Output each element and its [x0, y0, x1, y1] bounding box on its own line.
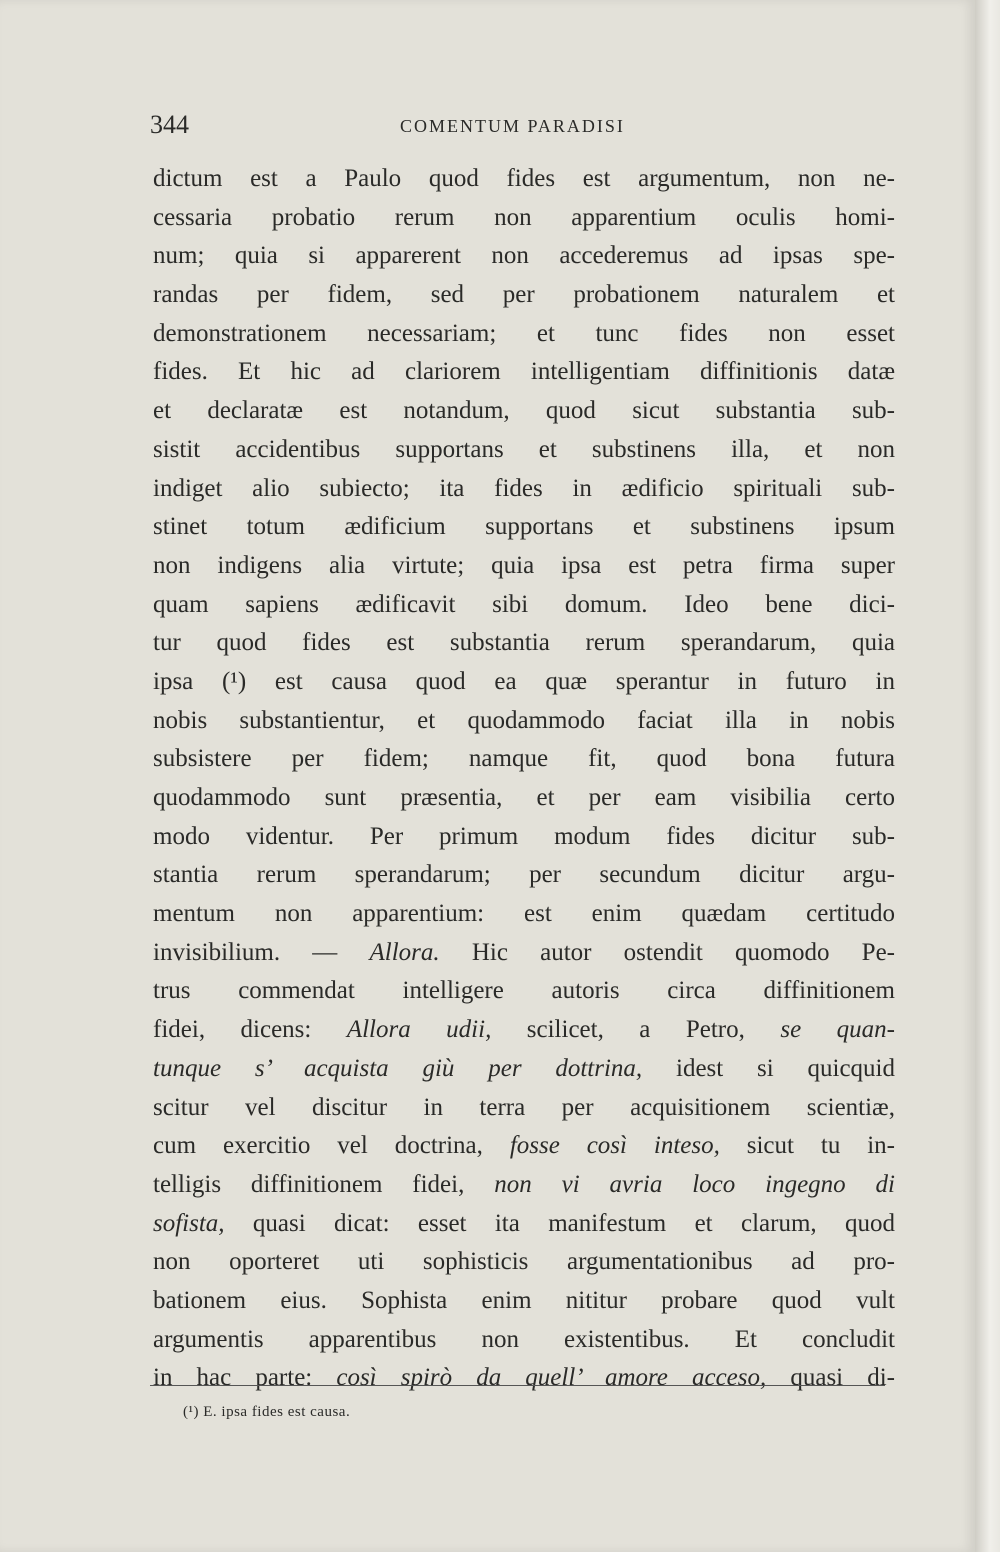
body-text	[153, 160, 895, 1398]
text-segment: invisibilium. —	[153, 938, 370, 966]
text-line	[153, 856, 895, 895]
text-segment: bationem eius. Sophista enim nititur probare quod vult	[153, 1286, 895, 1314]
text-segment: fides. Et hic ad clariorem intelligentiam diffinitionis datæ	[153, 358, 895, 386]
text-segment: argumentis apparentibus non existentibus. Et concludit	[153, 1325, 895, 1353]
text-segment: subsistere per fidem; namque fit, quod bona futura	[153, 745, 895, 773]
running-title: COMENTUM PARADISI	[400, 116, 625, 136]
text-line	[153, 160, 895, 199]
text-line	[153, 1166, 895, 1205]
text-segment: et declaratæ est notandum, quod sicut substantia sub-	[153, 397, 895, 425]
text-segment: mentum non apparentium: est enim quædam certitudo	[153, 900, 895, 928]
footnote-divider	[150, 1385, 885, 1386]
italic-quote: se quan-	[780, 1016, 895, 1044]
text-segment: fidei, dicens:	[153, 1016, 347, 1044]
text-line	[153, 431, 895, 470]
text-segment: cum exercitio vel doctrina,	[153, 1132, 510, 1160]
text-segment: dictum est a Paulo quod fides est argumentum, non ne-	[153, 165, 895, 192]
page-header	[150, 110, 890, 144]
text-segment: scitur vel discitur in terra per acquisitionem scientiæ,	[153, 1093, 895, 1121]
text-line	[153, 392, 895, 431]
text-segment: indiget alio subiecto; ita fides in ædificio spirituali sub-	[153, 474, 895, 502]
text-segment: non indigens alia virtute; quia ipsa est petra firma super	[153, 551, 895, 579]
text-line	[153, 1050, 895, 1089]
text-line	[153, 1282, 895, 1321]
text-segment: modo videntur. Per primum modum fides dicitur sub-	[153, 822, 895, 850]
text-line	[153, 470, 895, 509]
text-segment: tur quod fides est substantia rerum sperandarum, quia	[153, 629, 895, 657]
text-line	[153, 624, 895, 663]
text-segment: ipsa (¹) est causa quod ea quæ sperantur in futuro in	[153, 667, 895, 695]
text-segment: demonstrationem necessariam; et tunc fides non esset	[153, 319, 895, 347]
text-line	[153, 315, 895, 354]
text-segment: sistit accidentibus supportans et substinens illa, et non	[153, 435, 895, 463]
text-line	[153, 1089, 895, 1128]
text-segment: num; quia si apparerent non accederemus ad ipsas spe-	[153, 242, 895, 270]
text-segment: sicut tu in-	[719, 1132, 895, 1160]
text-line	[153, 276, 895, 315]
text-segment: scilicet, a Petro,	[491, 1016, 781, 1044]
text-line	[153, 895, 895, 934]
italic-quote: Allora.	[369, 938, 440, 966]
page-edge	[975, 0, 1000, 1552]
text-line	[153, 972, 895, 1011]
page-number: 344	[150, 110, 189, 139]
text-line	[153, 818, 895, 857]
text-line	[153, 353, 895, 392]
text-segment: Hic autor ostendit quomodo Pe-	[439, 938, 895, 966]
text-line	[153, 1359, 895, 1398]
text-segment: non oporteret uti sophisticis argumentationibus ad pro-	[153, 1248, 895, 1276]
text-line	[153, 586, 895, 625]
text-line	[153, 1205, 895, 1244]
text-segment: telligis diffinitionem fidei,	[153, 1170, 495, 1198]
text-line	[153, 663, 895, 702]
text-segment: cessaria probatio rerum non apparentium oculis homi-	[153, 203, 895, 231]
italic-quote: così spirò da quell’ amore acceso,	[336, 1364, 767, 1392]
text-segment: randas per fidem, sed per probationem naturalem et	[153, 281, 895, 309]
text-segment: stantia rerum sperandarum; per secundum dicitur argu-	[153, 861, 895, 889]
text-segment: nobis substantientur, et quodammodo faciat illa in nobis	[153, 706, 895, 734]
text-line	[153, 1011, 895, 1050]
text-line	[153, 1321, 895, 1360]
footnote: (¹) E. ipsa fides est causa.	[183, 1404, 351, 1420]
italic-quote: non vi avria loco ingegno di	[494, 1170, 896, 1198]
text-line	[153, 1243, 895, 1282]
text-line	[153, 237, 895, 276]
italic-quote: tunque s’ acquista giù per dottrina,	[153, 1054, 643, 1082]
italic-quote: fosse così inteso,	[509, 1132, 720, 1160]
text-segment: quasi di-	[766, 1364, 895, 1392]
text-line	[153, 1127, 895, 1166]
text-segment: in hac parte:	[153, 1364, 337, 1392]
text-segment: stinet totum ædificium supportans et substinens ipsum	[153, 513, 895, 541]
text-line	[153, 779, 895, 818]
italic-quote: Allora udii,	[346, 1016, 492, 1044]
text-segment: quodammodo sunt præsentia, et per eam visibilia certo	[153, 784, 895, 811]
text-segment: idest si quicquid	[642, 1054, 895, 1082]
text-line	[153, 740, 895, 779]
text-line	[153, 547, 895, 586]
text-line	[153, 934, 895, 973]
text-line	[153, 508, 895, 547]
text-line	[153, 199, 895, 238]
text-segment: trus commendat intelligere autoris circa diffinitionem	[153, 977, 895, 1005]
italic-quote: sofista,	[153, 1209, 225, 1237]
text-line	[153, 702, 895, 741]
text-segment: quam sapiens ædificavit sibi domum. Ideo bene dici-	[153, 590, 895, 618]
text-segment: quasi dicat: esset ita manifestum et clarum, quod	[224, 1209, 895, 1237]
